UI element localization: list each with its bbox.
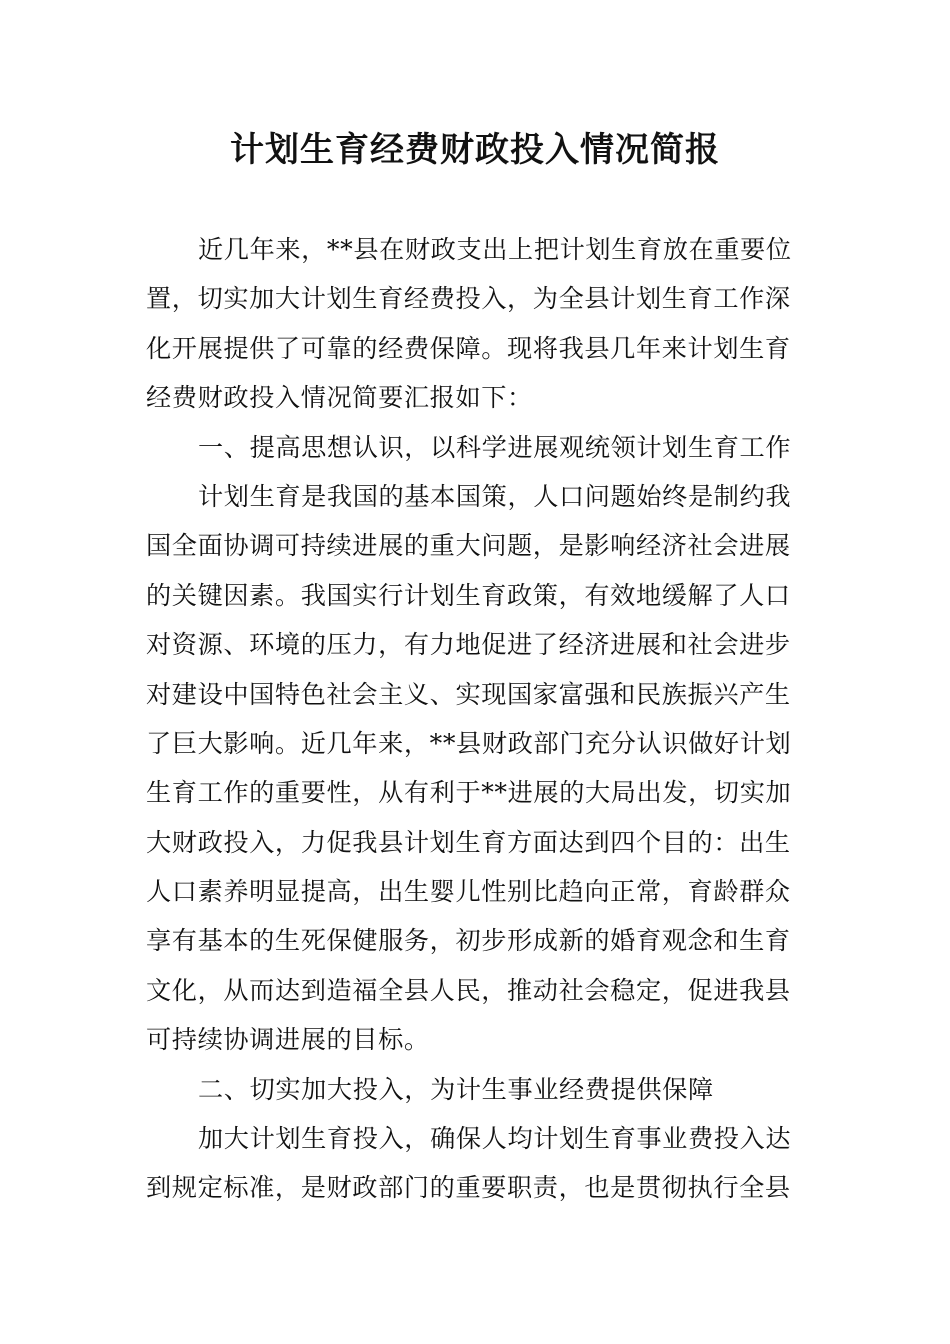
body-line: 了巨大影响。近几年来，**县财政部门充分认识做好计划 [146, 728, 792, 758]
body-line: 近几年来，**县在财政支出上把计划生育放在重要位 [198, 235, 792, 264]
body-line: 置，切实加大计划生育经费投入，为全县计划生育工作深 [146, 284, 791, 314]
document-body [146, 225, 808, 1213]
body-line: 化开展提供了可靠的经费保障。现将我县几年来计划生育 [146, 333, 791, 363]
document-title: 计划生育经费财政投入情况简报 [230, 130, 720, 170]
section-heading-1: 一、提高思想认识，以科学进展观统领计划生育工作 [198, 432, 792, 462]
body-line: 计划生育是我国的基本国策，人口问题始终是制约我 [198, 481, 792, 511]
body-line: 享有基本的生死保健服务，初步形成新的婚育观念和生育 [146, 926, 791, 956]
body-line: 大财政投入，力促我县计划生育方面达到四个目的：出生 [146, 827, 791, 857]
body-line: 生育工作的重要性，从有利于**进展的大局出发，切实加 [146, 778, 792, 808]
body-line: 到规定标准，是财政部门的重要职责，也是贯彻执行全县 [146, 1173, 791, 1203]
body-line: 文化，从而达到造福全县人民，推动社会稳定，促进我县 [146, 975, 791, 1005]
body-line: 国全面协调可持续进展的重大问题，是影响经济社会进展 [146, 531, 791, 561]
body-line: 人口素养明显提高，出生婴儿性别比趋向正常，育龄群众 [146, 877, 791, 907]
body-line: 加大计划生育投入，确保人均计划生育事业费投入达 [198, 1124, 792, 1154]
body-line: 经费财政投入情况简要汇报如下： [146, 383, 533, 413]
body-line: 的关键因素。我国实行计划生育政策，有效地缓解了人口 [146, 580, 791, 610]
body-line: 对建设中国特色社会主义、实现国家富强和民族振兴产生 [146, 679, 791, 709]
body-line: 对资源、环境的压力，有力地促进了经济进展和社会进步 [146, 630, 791, 660]
body-line: 可持续协调进展的目标。 [146, 1025, 430, 1055]
section-heading-2: 二、切实加大投入，为计生事业经费提供保障 [198, 1074, 714, 1104]
